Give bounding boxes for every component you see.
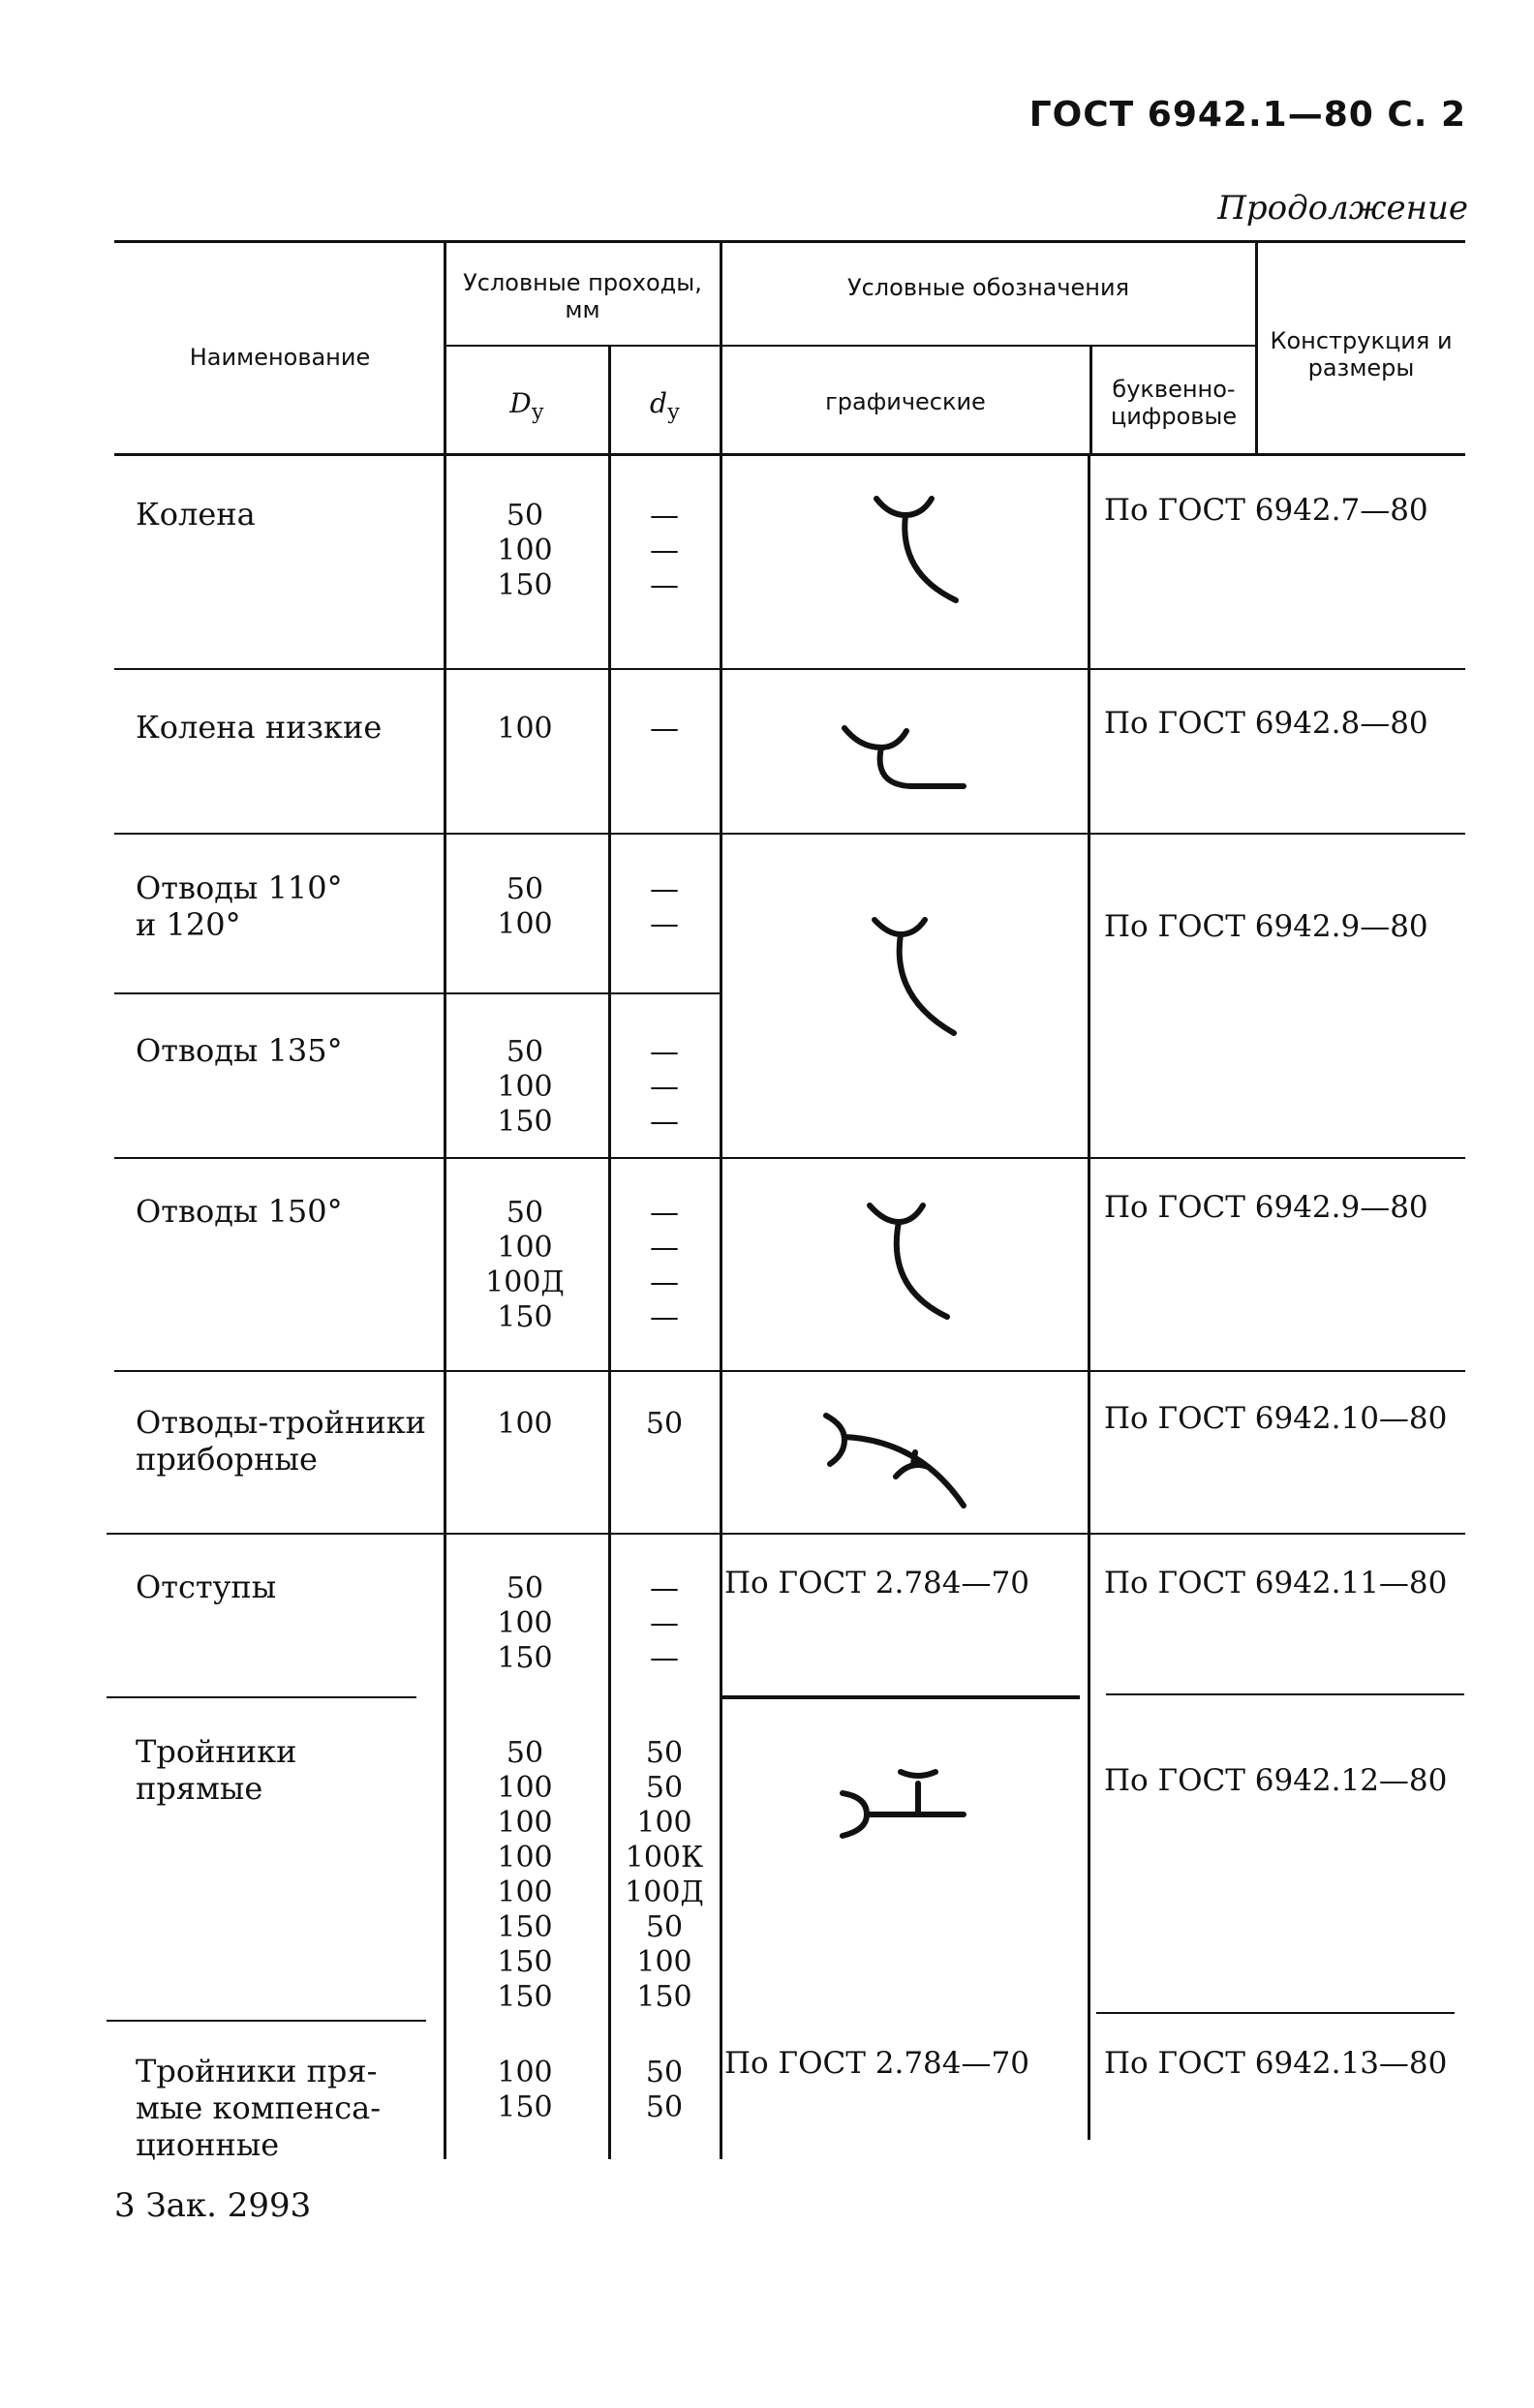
row-dy: — — — [650, 1571, 679, 1675]
row-Dy: 50 100 100 100 100 150 150 150 [497, 1736, 553, 2014]
row-construction: По ГОСТ 6942.7—80 [1104, 493, 1428, 528]
row-construction: По ГОСТ 6942.11—80 [1104, 1566, 1448, 1600]
col-header-graphic: графические [825, 388, 986, 415]
row-name: Тройники пря- мые компенса- ционные [136, 2053, 382, 2163]
row-construction: По ГОСТ 6942.9—80 [1104, 909, 1428, 944]
row-graphic-text: По ГОСТ 2.784—70 [724, 2046, 1029, 2081]
row-dy: 50 [645, 1407, 684, 1441]
row-Dy: 50 100 150 [497, 1571, 553, 1675]
col-header-name: Наименование [189, 344, 371, 371]
col-header-Dy: $D_у$ [509, 387, 544, 425]
col-header-alnum: буквенно-цифровые [1110, 376, 1238, 430]
row-Dy: 50 100 150 [497, 1035, 553, 1139]
row-name: Колена [136, 496, 256, 533]
row-dy: — [650, 712, 679, 746]
row-dy: — — [650, 872, 679, 941]
row-name: Отводы 110° и 120° [136, 869, 343, 943]
row-name: Отступы [136, 1569, 277, 1605]
row-Dy: 50 100 [497, 872, 553, 941]
row-graphic-text: По ГОСТ 2.784—70 [724, 1566, 1029, 1600]
row-dy: — — — [650, 1035, 679, 1139]
row-dy: 50 50 100 100К 100Д 50 100 150 [625, 1736, 704, 2014]
row-Dy: 100 150 [497, 2056, 553, 2124]
row-construction: По ГОСТ 6942.8—80 [1104, 706, 1428, 741]
row-dy: — — — — [650, 1196, 679, 1334]
row-name: Колена низкие [136, 709, 383, 746]
row-Dy: 100 [497, 712, 553, 746]
col-header-dy: $d_у$ [650, 387, 680, 425]
col-header-designations: Условные обозначения [846, 274, 1130, 301]
page-code: ГОСТ 6942.1—80 С. 2 [1028, 95, 1466, 135]
row-name: Отводы 135° [136, 1032, 343, 1069]
row-construction: По ГОСТ 6942.13—80 [1104, 2046, 1448, 2081]
row-construction: По ГОСТ 6942.12—80 [1104, 1763, 1448, 1798]
row-name: Отводы 150° [136, 1193, 343, 1230]
col-header-passages: Условные проходы, мм [463, 269, 702, 323]
row-dy: — — — [650, 499, 679, 602]
row-Dy: 50 100 150 [497, 499, 553, 602]
row-dy: 50 50 [645, 2056, 684, 2124]
row-Dy: 50 100 100Д 150 [485, 1196, 565, 1334]
row-name: Тройники прямые [136, 1733, 297, 1807]
footer-order: 3 Зак. 2993 [114, 2186, 312, 2225]
row-name: Отводы-тройники приборные [136, 1404, 426, 1478]
row-Dy: 100 [497, 1407, 553, 1441]
row-construction: По ГОСТ 6942.9—80 [1104, 1190, 1428, 1225]
row-construction: По ГОСТ 6942.10—80 [1104, 1401, 1448, 1436]
col-header-construction: Конструкция и размеры [1270, 327, 1453, 381]
continuation-label: Продолжение [1217, 189, 1468, 228]
